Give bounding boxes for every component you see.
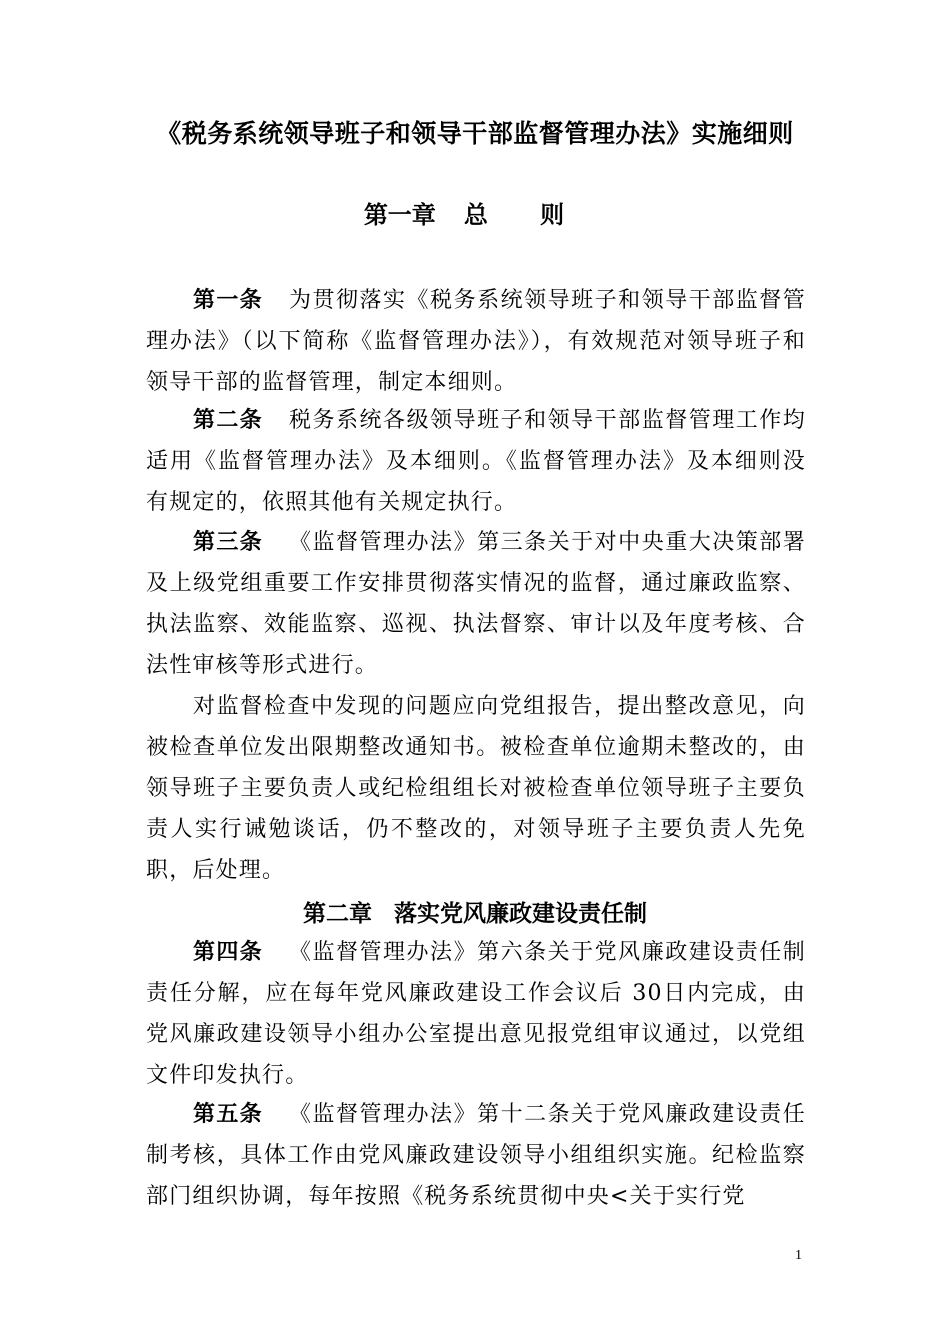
article-2-text: 税务系统各级领导班子和领导干部监督管理工作均适用《监督管理办法》及本细则。《监督管理办法》及本细则没有规定的，依照其他有关规定执行。	[146, 408, 806, 515]
article-3-lead: 第三条	[193, 529, 263, 555]
article-5	[146, 1094, 806, 1217]
article-4	[146, 932, 806, 1096]
chapter-1-heading	[0, 198, 950, 232]
chapter-1-name: 总 则	[463, 200, 587, 229]
article-5-lead: 第五条	[193, 1101, 263, 1127]
article-3-text: 《监督管理办法》第三条关于对中央重大决策部署及上级党组重要工作安排贯彻落实情况的监督，通过廉政监察、执法监察、效能监察、巡视、执法督察、审计以及年度考核、合法性审核等形式进行。	[146, 530, 806, 678]
chapter-2-name: 落实党风廉政建设责任制	[394, 901, 647, 927]
article-1-lead: 第一条	[193, 287, 263, 313]
chapter-2-number: 第二章	[303, 901, 372, 927]
article-5-text: 《监督管理办法》第十二条关于党风廉政建设责任制考核，具体工作由党风廉政建设领导小组组织实施。纪检监察部门组织协调，每年按照《税务系统贯彻中央<关于实行党	[146, 1102, 806, 1209]
article-3-paragraph-2-text: 对监督检查中发现的问题应向党组报告，提出整改意见，向被检查单位发出限期整改通知书。被检查单位逾期未整改的，由领导班子主要负责人或纪检组组长对被检查单位领导班子主要负责人实行诫勉谈话，仍不整改的，对领导班子主要负责人先免职，后处理。	[146, 694, 806, 883]
article-4-lead: 第四条	[193, 939, 263, 965]
article-4-text: 《监督管理办法》第六条关于党风廉政建设责任制责任分解，应在每年党风廉政建设工作会议后 30日内完成，由党风廉政建设领导小组办公室提出意见报党组审议通过，以党组文件印发执行。	[146, 940, 806, 1088]
chapter-1-number: 第一章	[363, 200, 436, 229]
article-2-lead: 第二条	[193, 407, 263, 433]
chapter-2-heading	[0, 897, 950, 931]
article-3	[146, 522, 806, 686]
article-1-text: 为贯彻落实《税务系统领导班子和领导干部监督管理办法》（以下简称《监督管理办法》），有效规范对领导班子和领导干部的监督管理，制定本细则。	[146, 288, 806, 395]
article-3-paragraph-2	[146, 686, 806, 891]
page-number: 1	[795, 1248, 802, 1263]
article-1	[146, 280, 806, 403]
document-title: 《税务系统领导班子和领导干部监督管理办法》实施细则	[156, 119, 794, 148]
article-2	[146, 400, 806, 523]
